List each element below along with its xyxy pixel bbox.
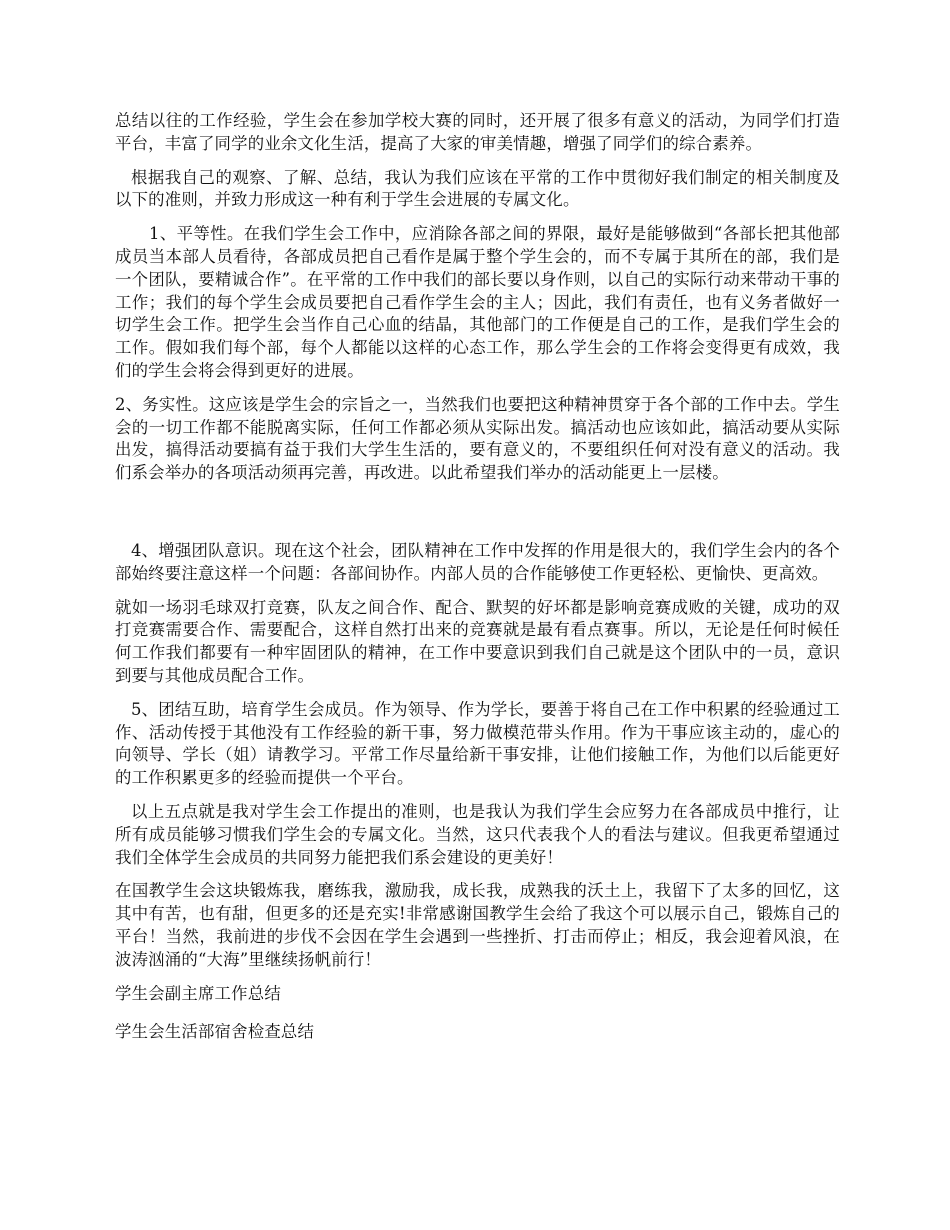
paragraph-badminton: 就如一场羽毛球双打竞赛，队友之间合作、配合、默契的好坏都是影响竞赛成败的关键，成功的双打竞赛需要合作、需要配合，这样自然打出来的竞赛就是最有看点赛事。所以，无论是任何时候任何工作我们都要有一种牢固团队的精神，在工作中要意识到我们自己就是这个团队中的一员，意识到要与其他成员配合工作。 [115, 597, 840, 685]
paragraph-practicality: 2、务实性。这应该是学生会的宗旨之一，当然我们也要把这种精神贯穿于各个部的工作中去。学生会的一切工作都不能脱离实际，任何工作都必须从实际出发。搞活动也应该如此，搞活动要从实际出发，搞得活动要搞有益于我们大学生生活的，要有意义的，不要组织任何对没有意义的活动。我们系会举办的各项活动须再完善，再改进。以此希望我们举办的活动能更上一层楼。 [115, 394, 840, 483]
paragraph-mutual-help: 5、团结互助，培育学生会成员。作为领导、作为学长，要善于将自己在工作中积累的经验通过工作、活动传授于其他没有工作经验的新干事，努力做模范带头作用。作为干事应该主动的，虚心的向领导、学长（姐）请教学习。平常工作尽量给新干事安排，让他们接触工作，为他们以后能更好的工作积累更多的经验而提供一个平台。 [115, 699, 840, 788]
blank-gap [115, 496, 840, 540]
paragraph-intro: 根据我自己的观察、了解、总结，我认为我们应该在平常的工作中贯彻好我们制定的相关制度及以下的准则，并致力形成这一种有利于学生会进展的专属文化。 [115, 167, 840, 210]
document-body [115, 110, 840, 1055]
paragraph-conclusion: 以上五点就是我对学生会工作提出的准则，也是我认为我们学生会应努力在各部成员中推行，让所有成员能够习惯我们学生会的专属文化。当然，这只代表我个人的看法与建议。但我更希望通过我们全体学生会成员的共同努力能把我们系会建设的更美好！ [115, 801, 840, 867]
paragraph-teamwork: 4、增强团队意识。现在这个社会，团队精神在工作中发挥的作用是很大的，我们学生会内的各个部始终要注意这样一个问题：各部间协作。内部人员的合作能够使工作更轻松、更愉快、更高效。 [115, 540, 840, 583]
paragraph-summary: 总结以往的工作经验，学生会在参加学校大赛的同时，还开展了很多有意义的活动，为同学们打造平台，丰富了同学的业余文化生活，提高了大家的审美情趣，增强了同学们的综合素养。 [115, 111, 840, 153]
related-title-dorm-check: 学生会生活部宿舍检查总结 [115, 1022, 315, 1042]
paragraph-equality: 1、平等性。在我们学生会工作中，应消除各部之间的界限，最好是能够做到“各部长把其他部成员当本部人员看待，各部成员把自己看作是属于整个学生会的，而不专属于其所在的部，我们是一个团队，要精诚合作”。在平常的工作中我们的部长要以身作则，以自己的实际行动来带动干事的工作；我们的每个学生会成员要把自己看作学生会的主人；因此，我们有责任，也有义务者做好一切学生会工作。把学生会当作自己心血的结晶，其他部门的工作便是自己的工作，是我们学生会的工作。假如我们每个部，每个人都能以这样的心态工作，那么学生会的工作将会变得更有成效，我们的学生会将会得到更好的进展。 [115, 224, 840, 380]
paragraph-gratitude: 在国教学生会这块锻炼我，磨练我，激励我，成长我，成熟我的沃土上，我留下了太多的回忆，这其中有苦，也有甜，但更多的还是充实!非常感谢国教学生会给了我这个可以展示自己，锻炼自己的平台！当然，我前进的步伐不会因在学生会遇到一些挫折、打击而停止；相反，我会迎着风浪，在波涛汹涌的“大海”里继续扬帆前行！ [115, 881, 840, 969]
related-title-vice-chair: 学生会副主席工作总结 [115, 983, 281, 1003]
